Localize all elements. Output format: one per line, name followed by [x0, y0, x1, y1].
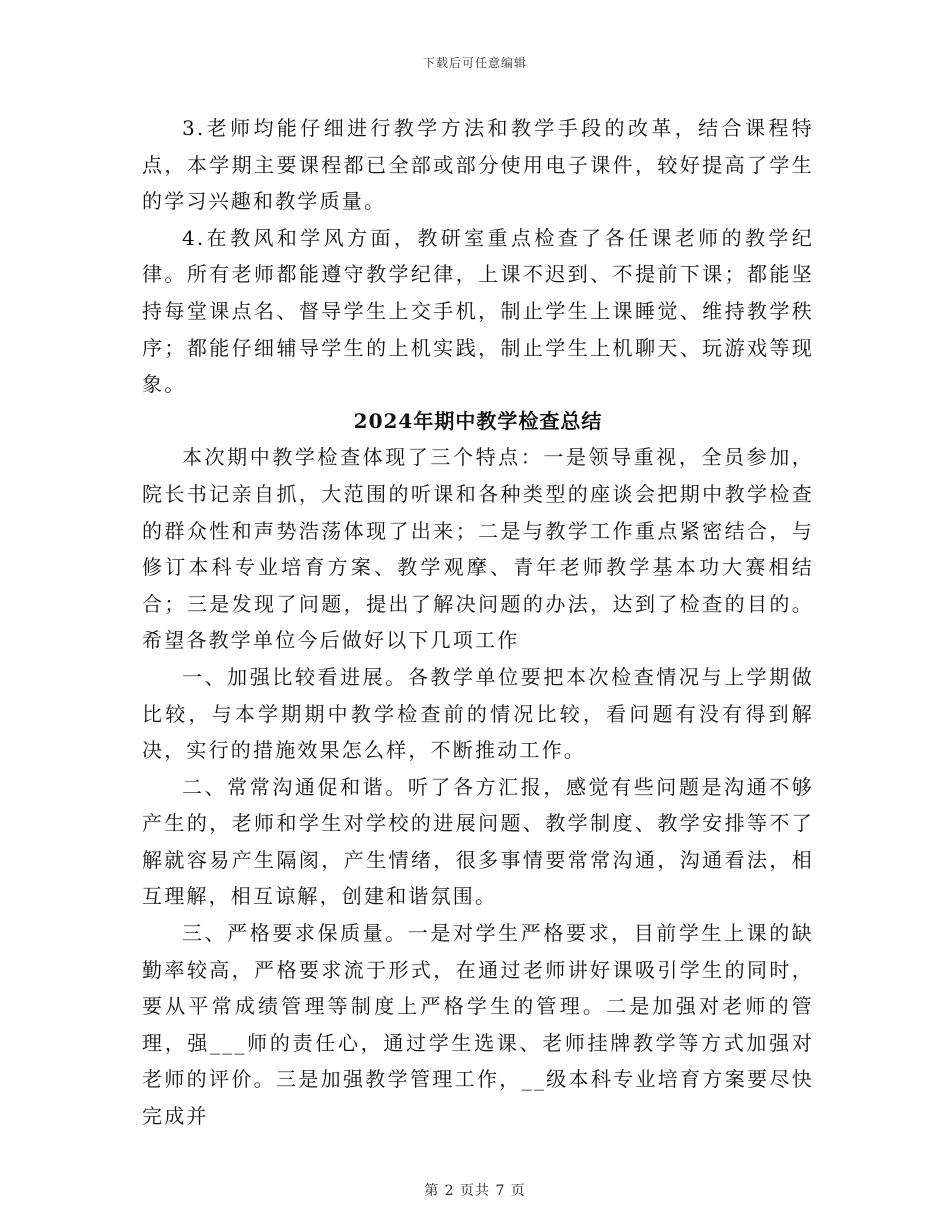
- document-body: [142, 110, 814, 1135]
- section-title: 2024年期中教学检查总结: [353, 408, 603, 433]
- paragraph-item-3: 3.老师均能仔细进行教学方法和教学手段的改革，结合课程特点，本学期主要课程都已全部或部分使用电子课件，较好提高了学生的学习兴趣和教学质量。: [142, 116, 814, 214]
- paragraph-item-4: 4.在教风和学风方面，教研室重点检查了各任课老师的教学纪律。所有老师都能遵守教学纪律，上课不迟到、不提前下课；都能坚持每堂课点名、督导学生上交手机，制止学生上课睡觉、维持教学秩序；都能仔细辅导学生的上机实践，制止学生上机聊天、玩游戏等现象。: [142, 225, 814, 397]
- paragraph-point-2: 二、常常沟通促和谐。听了各方汇报，感觉有些问题是沟通不够产生的，老师和学生对学校的进展问题、教学制度、教学安排等不了解就容易产生隔阂，产生情绪，很多事情要常常沟通，沟通看法，相互理解，相互谅解，创建和谐氛围。: [142, 774, 814, 909]
- page-header: 下载后可任意编辑: [422, 56, 527, 70]
- paragraph-point-1: 一、加强比较看进展。各教学单位要把本次检查情况与上学期做比较，与本学期期中教学检查前的情况比较，看问题有没有得到解决，实行的措施效果怎么样，不断推动工作。: [142, 664, 814, 763]
- paragraph-point-3: 三、严格要求保质量。一是对学生严格要求，目前学生上课的缺勤率较高，严格要求流于形式，在通过老师讲好课吸引学生的同时，要从平常成绩管理等制度上严格学生的管理。二是加强对老师的管理，强___师的责任心，通过学生选课、老师挂牌教学等方式加强对老师的评价。三是加强教学管理工作，__级本科专业培育方案要尽快完成并: [142, 921, 814, 1129]
- paragraph-intro: 本次期中教学检查体现了三个特点：一是领导重视，全员参加，院长书记亲自抓，大范围的听课和各种类型的座谈会把期中教学检查的群众性和声势浩荡体现了出来；二是与教学工作重点紧密结合，与修订本科专业培育方案、教学观摩、青年老师教学基本功大赛相结合；三是发现了问题，提出了解决问题的办法，达到了检查的目的。希望各教学单位今后做好以下几项工作: [142, 445, 814, 653]
- page-footer: 第 2 页共 7 页: [424, 1183, 526, 1199]
